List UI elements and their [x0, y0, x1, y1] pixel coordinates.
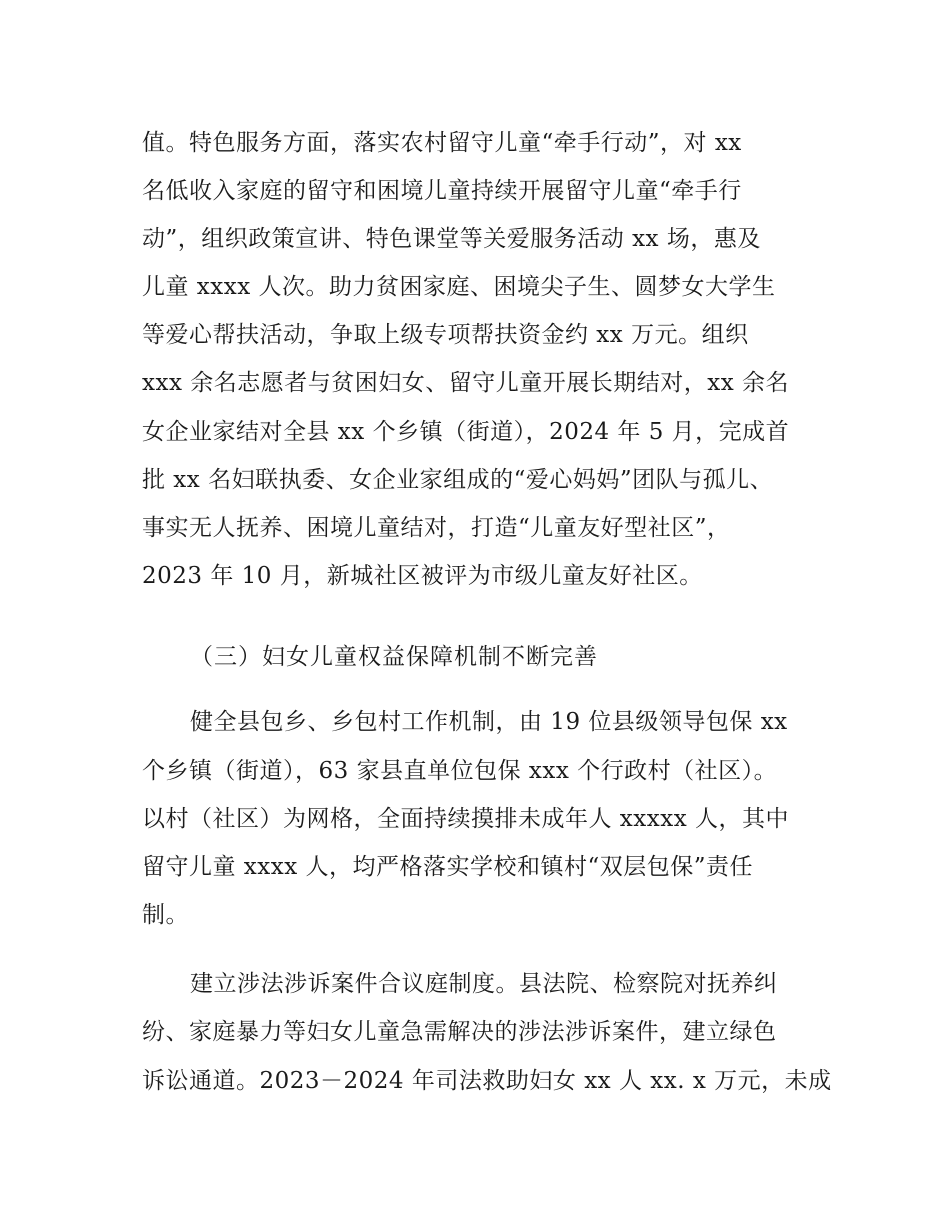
- paragraph-1-line-5: 等爱心帮扶活动，争取上级专项帮扶资金约 xx 万元。组织: [142, 322, 749, 348]
- paragraph-1-line-1: 值。特色服务方面，落实农村留守儿童“牵手行动”，对 xx: [142, 130, 742, 156]
- paragraph-2-line-4: 留守儿童 xxxx 人，均严格落实学校和镇村“双层包保”责任: [142, 854, 754, 880]
- paragraph-1-line-3: 动”，组织政策宣讲、特色课堂等关爱服务活动 xx 场，惠及: [142, 226, 761, 252]
- paragraph-2-line-2: 个乡镇（街道），63 家县直单位包保 xxx 个行政村（社区）。: [142, 758, 778, 784]
- paragraph-1-line-9: 事实无人抚养、困境儿童结对，打造“儿童友好型社区”，: [142, 515, 731, 541]
- paragraph-1-line-10: 2023 年 10 月，新城社区被评为市级儿童友好社区。: [142, 563, 703, 589]
- section-heading: （三）妇女儿童权益保障机制不断完善: [190, 644, 598, 670]
- paragraph-3-line-3: 诉讼通道。2023－2024 年司法救助妇女 xx 人 xx. x 万元，未成: [142, 1068, 832, 1094]
- paragraph-1-line-4: 儿童 xxxx 人次。助力贫困家庭、困境尖子生、圆梦女大学生: [142, 274, 776, 300]
- paragraph-3-line-2: 纷、家庭暴力等妇女儿童急需解决的涉法涉诉案件，建立绿色: [142, 1019, 777, 1045]
- paragraph-1-line-8: 批 xx 名妇联执委、女企业家组成的“爱心妈妈”团队与孤儿、: [142, 467, 774, 493]
- paragraph-2-line-5: 制。: [142, 902, 189, 928]
- paragraph-2-line-3: 以村（社区）为网格，全面持续摸排未成年人 xxxxx 人，其中: [142, 806, 789, 832]
- paragraph-1-line-2: 名低收入家庭的留守和困境儿童持续开展留守儿童“牵手行: [142, 178, 742, 204]
- paragraph-1-line-7: 女企业家结对全县 xx 个乡镇（街道），2024 年 5 月，完成首: [142, 419, 790, 445]
- paragraph-3-line-1: 建立涉法涉诉案件合议庭制度。县法院、检察院对抚养纠: [190, 971, 778, 997]
- paragraph-1-line-6: xxx 余名志愿者与贫困妇女、留守儿童开展长期结对，xx 余名: [142, 370, 789, 396]
- paragraph-2-line-1: 健全县包乡、乡包村工作机制，由 19 位县级领导包保 xx: [190, 709, 788, 735]
